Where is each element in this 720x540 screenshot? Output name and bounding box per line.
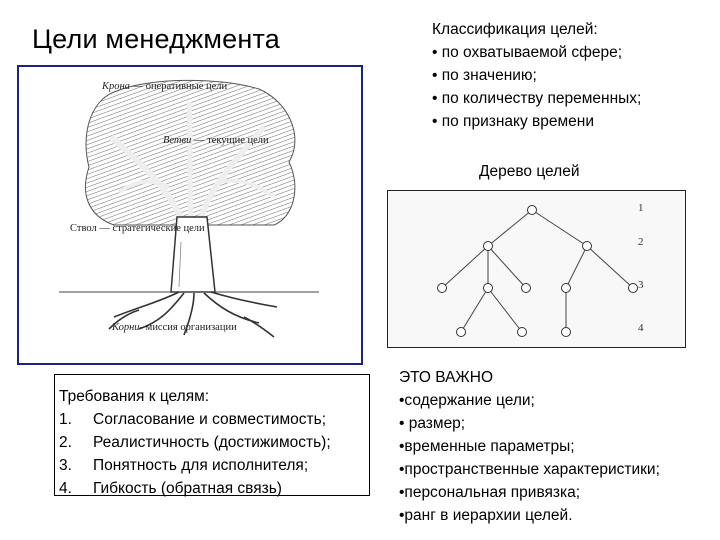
- requirement-item: 3. Понятность для исполнителя;: [59, 457, 309, 474]
- tree-node: [438, 284, 447, 293]
- classification-block: [432, 18, 641, 133]
- level-label: 4: [638, 322, 644, 334]
- classification-item: • по охватываемой сфере;: [432, 44, 623, 61]
- important-block: [399, 366, 660, 527]
- classification-heading: Классификация целей:: [432, 21, 598, 38]
- important-item: •ранг в иерархии целей.: [399, 507, 573, 524]
- requirement-item: 4. Гибкость (обратная связь): [59, 480, 282, 497]
- crown-label: Крона — оперативные цели: [102, 81, 228, 92]
- level-label: 3: [638, 279, 644, 291]
- tree-node: [457, 328, 466, 337]
- tree-node: [528, 206, 537, 215]
- important-item: •содержание цели;: [399, 392, 535, 409]
- tree-illustration: [17, 65, 363, 365]
- important-item: •временные параметры;: [399, 438, 575, 455]
- tree-node: [562, 284, 571, 293]
- classification-item: • по признаку времени: [432, 113, 594, 130]
- important-item: •пространственные характеристики;: [399, 461, 660, 478]
- branches-label: Ветви — текущие цели: [163, 135, 269, 146]
- trunk-label: Ствол — стратегические цели: [70, 223, 205, 234]
- goal-tree-title: Дерево целей: [479, 163, 580, 180]
- goal-tree-diagram: [387, 190, 686, 348]
- classification-item: • по количеству переменных;: [432, 90, 642, 107]
- tree-node: [522, 284, 531, 293]
- requirement-item: 2. Реалистичность (достижимость);: [59, 434, 331, 451]
- tree-drawing: [19, 67, 361, 363]
- tree-node: [629, 284, 638, 293]
- tree-node: [583, 242, 592, 251]
- important-item: • размер;: [399, 415, 466, 432]
- important-heading: ЭТО ВАЖНО: [399, 369, 493, 386]
- requirement-item: 1. Согласование и совместимость;: [59, 411, 327, 428]
- classification-item: • по значению;: [432, 67, 537, 84]
- important-item: •персональная привязка;: [399, 484, 581, 501]
- level-label: 2: [638, 236, 644, 248]
- tree-node: [562, 328, 571, 337]
- requirements-heading: Требования к целям:: [59, 388, 210, 405]
- tree-node: [484, 242, 493, 251]
- tree-node: [484, 284, 493, 293]
- requirements-box: [54, 374, 370, 496]
- level-label: 1: [638, 202, 644, 214]
- page-title: Цели менеджмента: [32, 24, 280, 54]
- tree-node: [518, 328, 527, 337]
- roots-label: Корни- миссия организации: [112, 322, 237, 333]
